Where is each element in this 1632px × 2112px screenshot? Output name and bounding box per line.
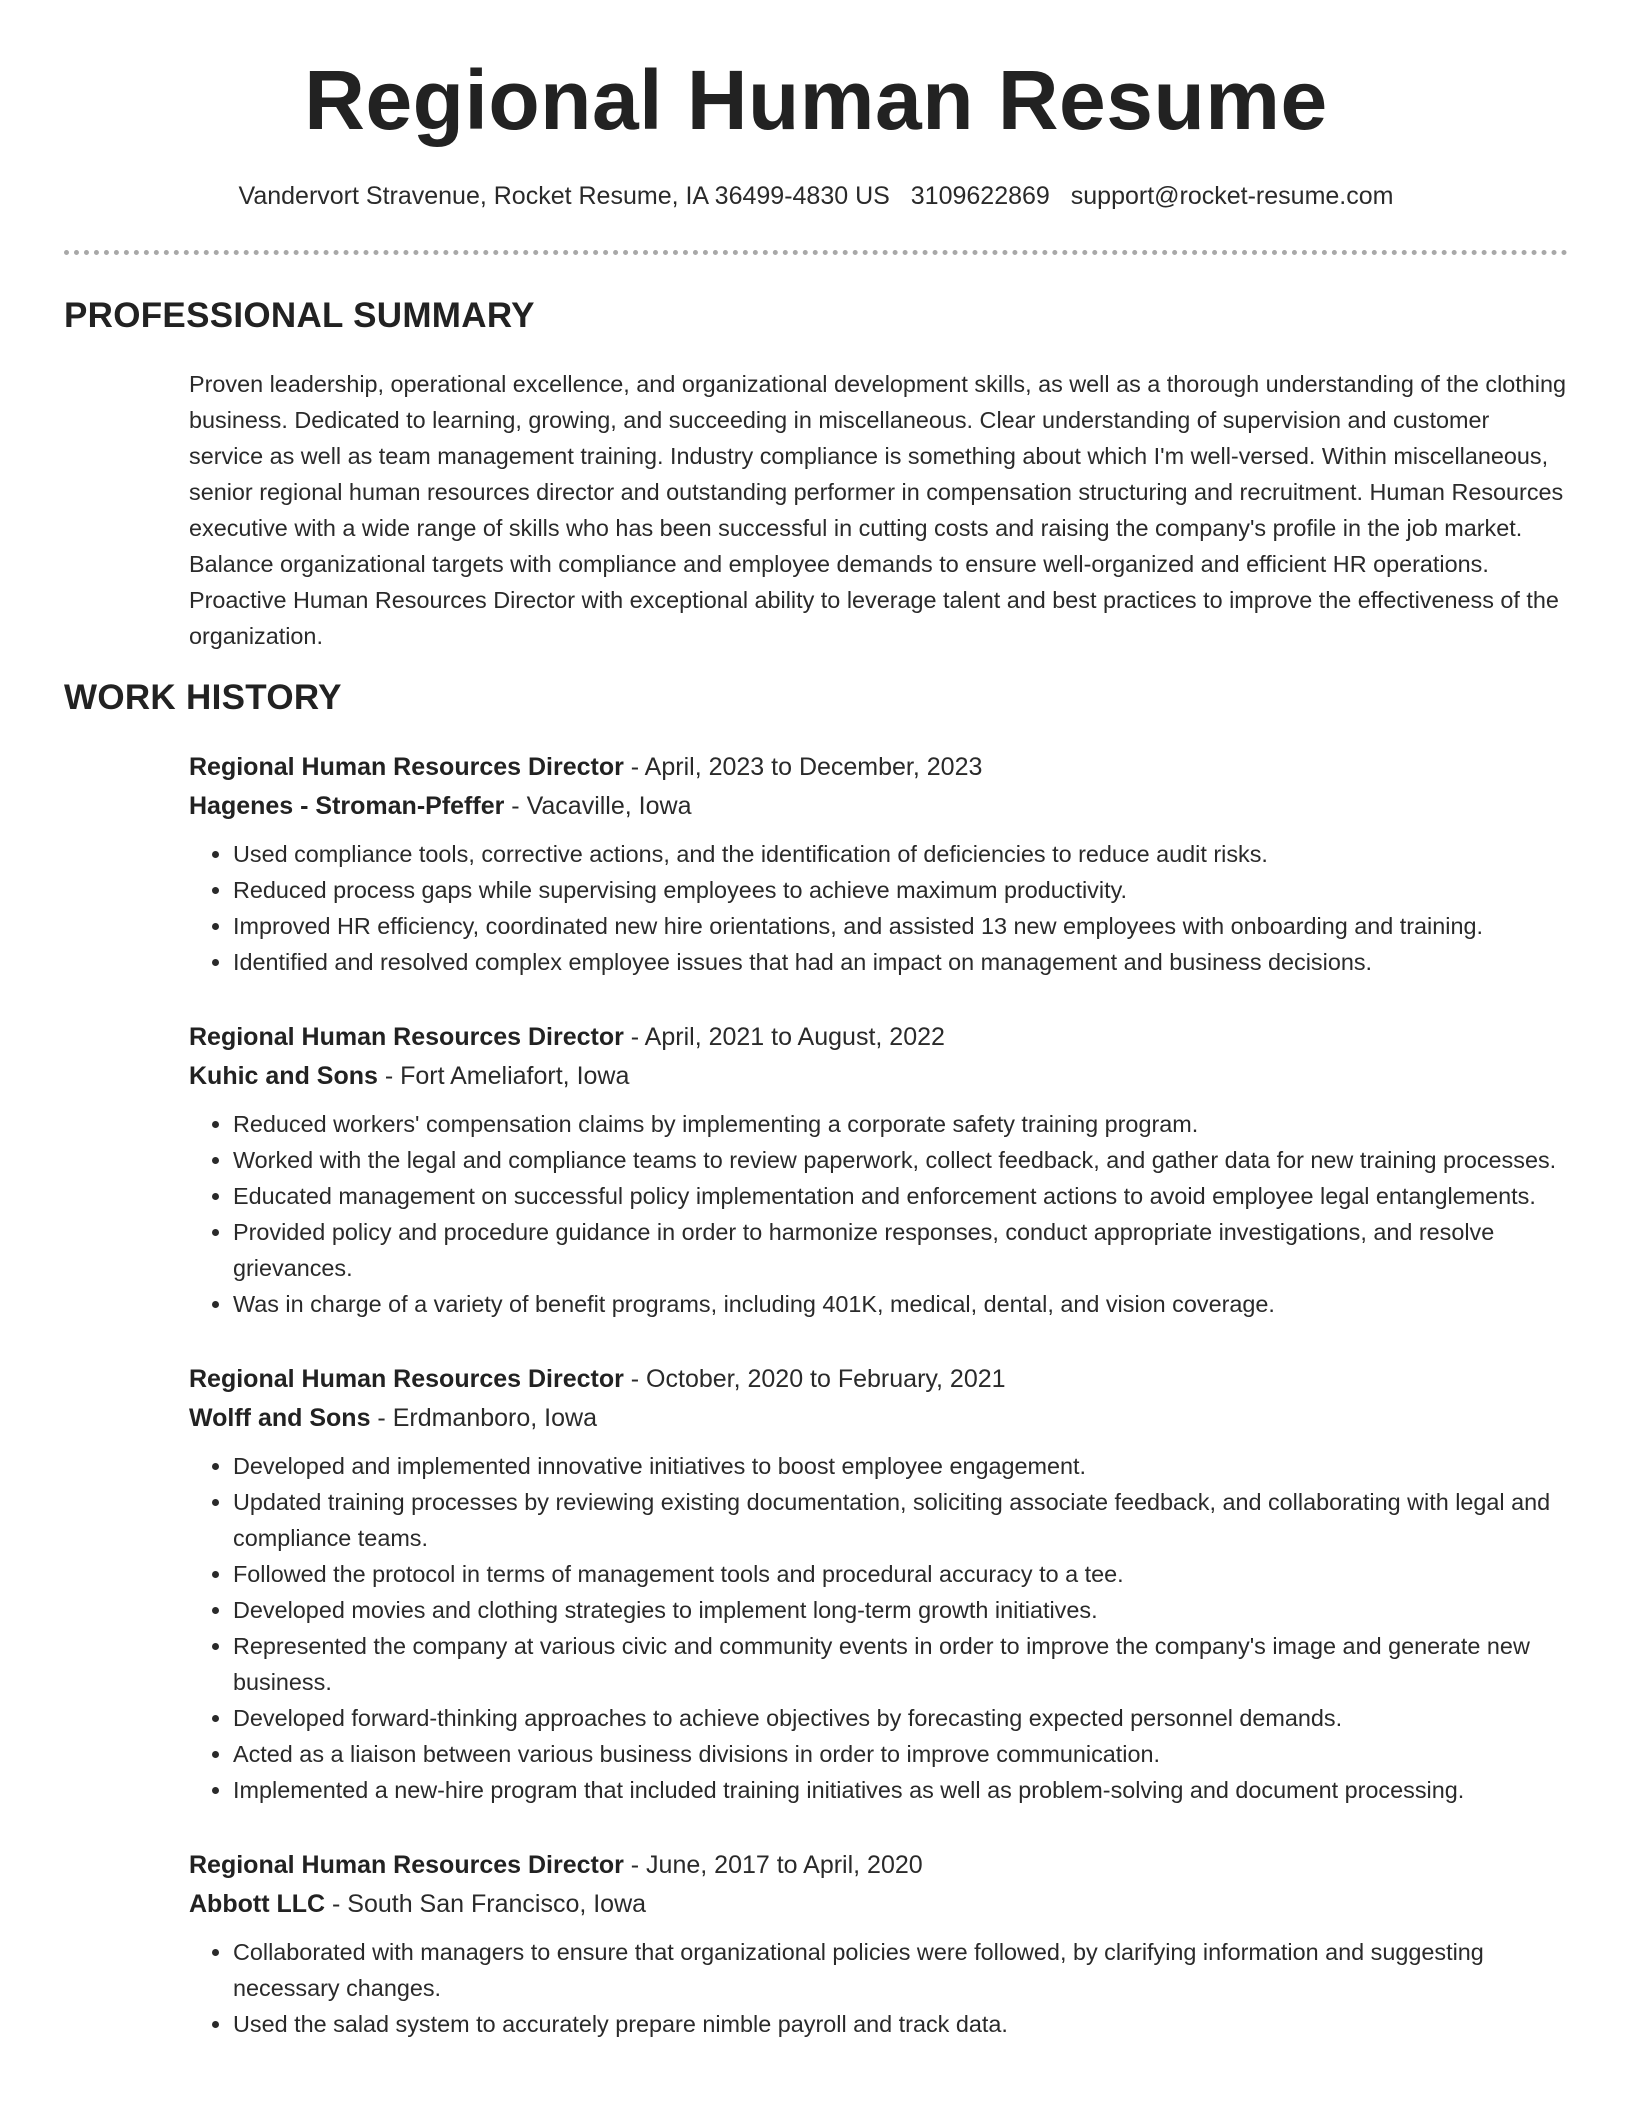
job-bullet: • Worked with the legal and compliance teams to review paperwork, collect feedback, and gather data for new training processes. bbox=[233, 1142, 1569, 1178]
job-company-line bbox=[189, 1399, 1569, 1438]
job-entry bbox=[189, 1846, 1569, 2042]
job-bullet: • Identified and resolved complex employee issues that had an impact on management and business decisions. bbox=[233, 944, 1569, 980]
job-location: - Erdmanboro, Iowa bbox=[370, 1404, 597, 1432]
job-bullets bbox=[189, 1448, 1569, 1808]
job-bullet: • Reduced process gaps while supervising employees to achieve maximum productivity. bbox=[233, 872, 1569, 908]
job-bullet: • Was in charge of a variety of benefit programs, including 401K, medical, dental, and vision coverage. bbox=[233, 1286, 1569, 1322]
job-bullet: • Developed movies and clothing strategies to implement long-term growth initiatives. bbox=[233, 1592, 1569, 1628]
contact-email: support@rocket-resume.com bbox=[1070, 182, 1394, 210]
job-bullet: • Followed the protocol in terms of management tools and procedural accuracy to a tee. bbox=[233, 1556, 1569, 1592]
contact-line bbox=[0, 182, 1632, 211]
job-entry bbox=[189, 1360, 1569, 1808]
job-bullets bbox=[189, 836, 1569, 980]
work-history-heading: WORK HISTORY bbox=[64, 678, 342, 717]
job-bullet: • Developed forward-thinking approaches to achieve objectives by forecasting expected personnel demands. bbox=[233, 1700, 1569, 1736]
job-bullet: • Developed and implemented innovative initiatives to boost employee engagement. bbox=[233, 1448, 1569, 1484]
job-company-line bbox=[189, 1057, 1569, 1096]
job-entry bbox=[189, 748, 1569, 980]
job-entry bbox=[189, 1018, 1569, 1322]
job-bullets bbox=[189, 1934, 1569, 2042]
job-dates: - April, 2021 to August, 2022 bbox=[623, 1023, 945, 1051]
job-location: - South San Francisco, Iowa bbox=[325, 1890, 647, 1918]
job-location: - Fort Ameliafort, Iowa bbox=[377, 1062, 630, 1090]
job-location: - Vacaville, Iowa bbox=[504, 792, 692, 820]
job-company: Wolff and Sons bbox=[189, 1404, 371, 1432]
job-title-line bbox=[189, 1018, 1569, 1057]
job-dates: - October, 2020 to February, 2021 bbox=[623, 1365, 1006, 1393]
job-bullet: • Provided policy and procedure guidance in order to harmonize responses, conduct appropriate investigations, and resolve grievances. bbox=[233, 1214, 1569, 1286]
header-divider bbox=[64, 250, 1568, 255]
job-company-line bbox=[189, 787, 1569, 826]
job-bullet: • Improved HR efficiency, coordinated new hire orientations, and assisted 13 new employees with onboarding and training. bbox=[233, 908, 1569, 944]
job-company: Kuhic and Sons bbox=[189, 1062, 378, 1090]
job-title-line bbox=[189, 748, 1569, 787]
summary-text: Proven leadership, operational excellence, and organizational development skills, as well as a thorough understanding of the clothing business. Dedicated to learning, growing, and succeeding in miscellaneous. Clear understanding of supervision and customer service as well as team management training. Industry compliance is something about which I'm well-versed. Within miscellaneous, senior regional human resources director and outstanding performer in compensation structuring and recruitment. Human Resources executive with a wide range of skills who has been successful in cutting costs and raising the company's profile in the job market. Balance organizational targets with compliance and employee demands to ensure well-organized and efficient HR operations. Proactive Human Resources Director with exceptional ability to leverage talent and best practices to improve the effectiveness of the organization. bbox=[189, 371, 1567, 649]
job-bullets bbox=[189, 1106, 1569, 1322]
job-role: Regional Human Resources Director bbox=[189, 753, 624, 781]
job-bullet: • Used compliance tools, corrective actions, and the identification of deficiencies to reduce audit risks. bbox=[233, 836, 1569, 872]
job-title-line bbox=[189, 1360, 1569, 1399]
job-bullet: • Collaborated with managers to ensure that organizational policies were followed, by clarifying information and suggesting necessary changes. bbox=[233, 1934, 1569, 2006]
work-history-list bbox=[189, 748, 1569, 2080]
job-company: Hagenes - Stroman-Pfeffer bbox=[189, 792, 505, 820]
job-dates: - April, 2023 to December, 2023 bbox=[623, 753, 983, 781]
contact-phone: 3109622869 bbox=[910, 182, 1050, 210]
job-bullet: • Reduced workers' compensation claims by implementing a corporate safety training program. bbox=[233, 1106, 1569, 1142]
job-bullet: • Implemented a new-hire program that included training initiatives as well as problem-solving and document processing. bbox=[233, 1772, 1569, 1808]
contact-address: Vandervort Stravenue, Rocket Resume, IA 36499-4830 US bbox=[238, 182, 890, 210]
job-title-line bbox=[189, 1846, 1569, 1885]
job-role: Regional Human Resources Director bbox=[189, 1365, 624, 1393]
job-role: Regional Human Resources Director bbox=[189, 1851, 624, 1879]
summary-heading: PROFESSIONAL SUMMARY bbox=[64, 296, 535, 335]
job-bullet: • Acted as a liaison between various business divisions in order to improve communication. bbox=[233, 1736, 1569, 1772]
job-dates: - June, 2017 to April, 2020 bbox=[623, 1851, 923, 1879]
job-role: Regional Human Resources Director bbox=[189, 1023, 624, 1051]
resume-name: Regional Human Resume bbox=[304, 53, 1328, 147]
job-bullet: • Updated training processes by reviewing existing documentation, soliciting associate feedback, and collaborating with legal and compliance teams. bbox=[233, 1484, 1569, 1556]
job-bullet: • Represented the company at various civic and community events in order to improve the company's image and generate new business. bbox=[233, 1628, 1569, 1700]
job-bullet: • Educated management on successful policy implementation and enforcement actions to avoid employee legal entanglements. bbox=[233, 1178, 1569, 1214]
job-company: Abbott LLC bbox=[189, 1890, 326, 1918]
job-company-line bbox=[189, 1885, 1569, 1924]
job-bullet: • Used the salad system to accurately prepare nimble payroll and track data. bbox=[233, 2006, 1569, 2042]
